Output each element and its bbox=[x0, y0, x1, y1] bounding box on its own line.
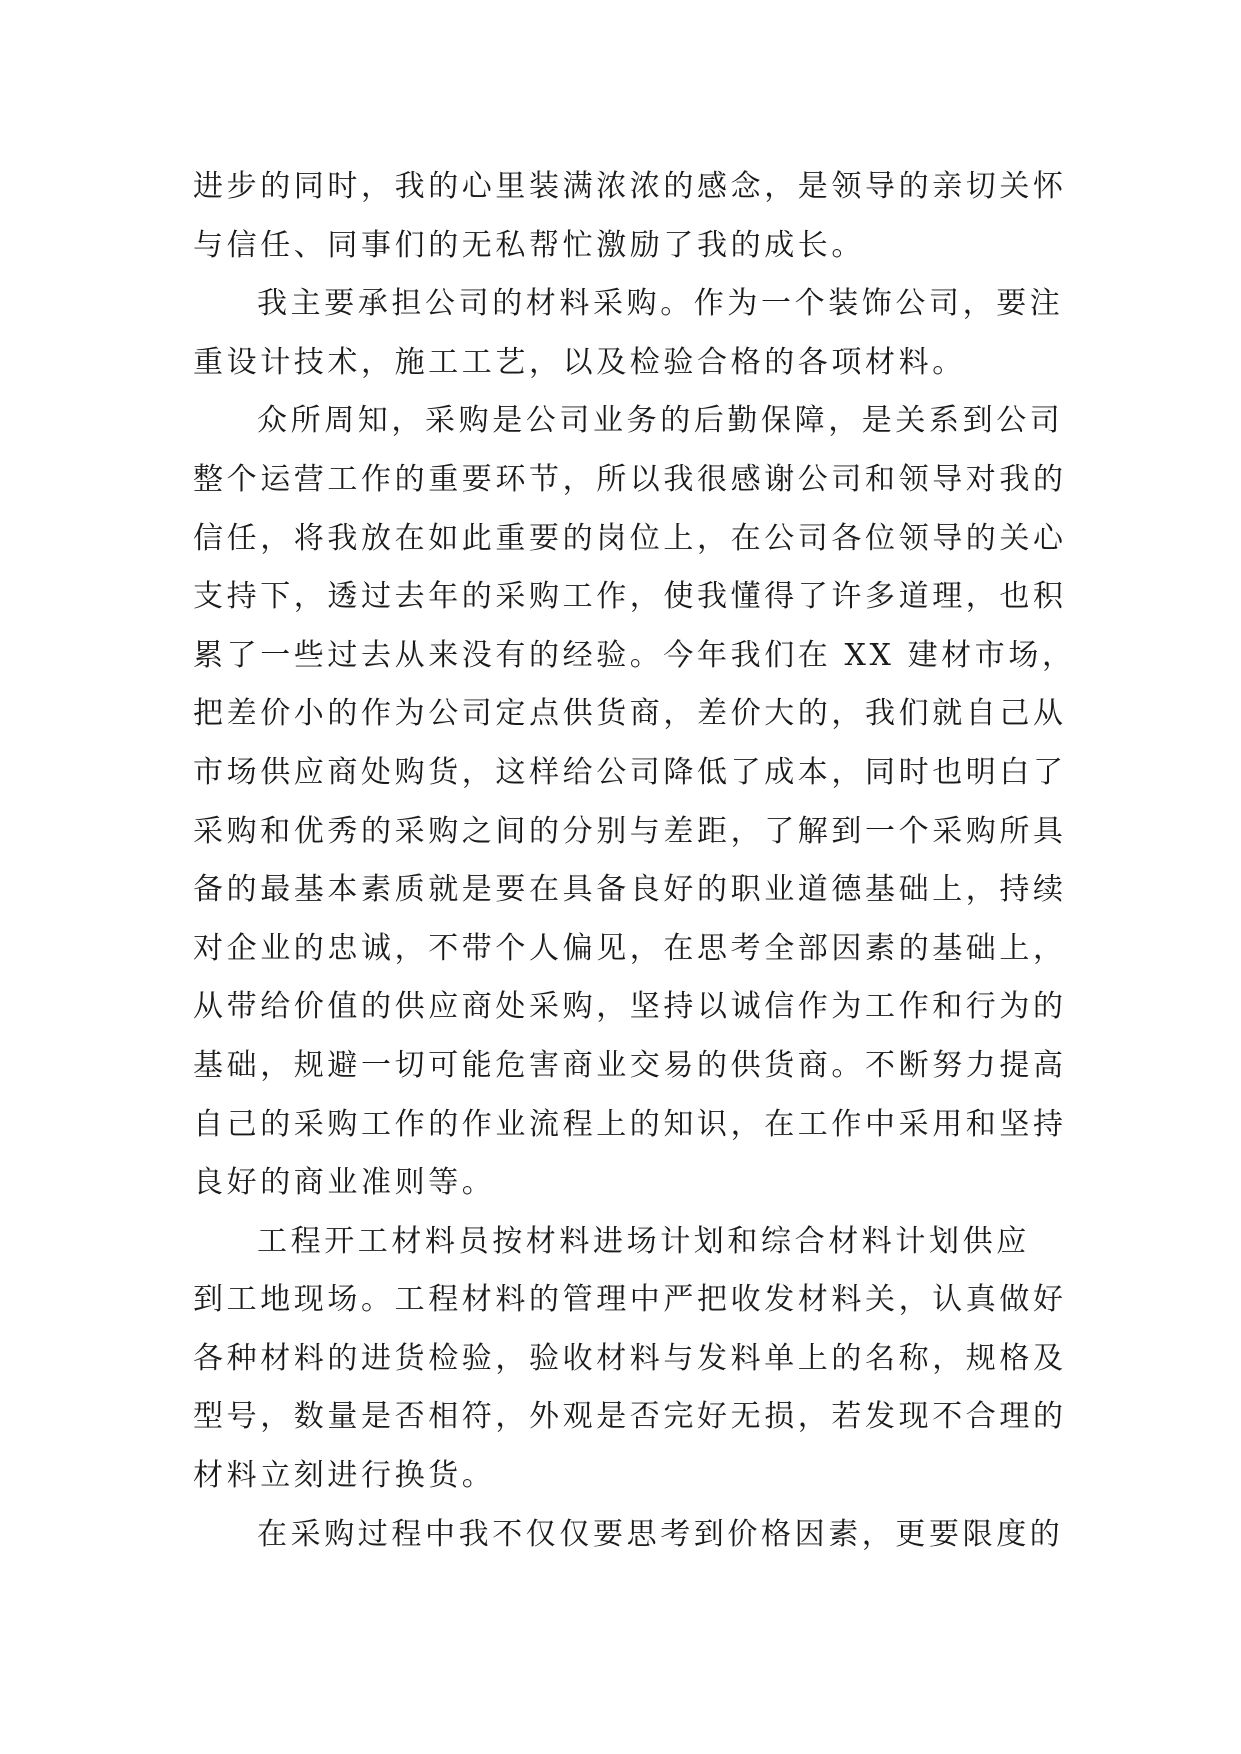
text-line: 我主要承担公司的材料采购。作为一个装饰公司，要注 bbox=[257, 286, 1064, 322]
text-line: 支持下，透过去年的采购工作，使我懂得了许多道理，也积 bbox=[193, 579, 1067, 615]
text-line: 众所周知，采购是公司业务的后勤保障，是关系到公司 bbox=[257, 403, 1064, 439]
text-line: 整个运营工作的重要环节，所以我很感谢公司和领导对我的 bbox=[193, 461, 1067, 497]
text-line: 进步的同时，我的心里装满浓浓的感念，是领导的亲切关怀 bbox=[193, 169, 1067, 204]
text-line: 从带给价值的供应商处采购，坚持以诚信作为工作和行为的 bbox=[193, 989, 1067, 1025]
text-line: 重设计技术，施工工艺，以及检验合格的各项材料。 bbox=[193, 344, 966, 380]
document-body bbox=[193, 158, 1076, 1564]
text-line: 信任，将我放在如此重要的岗位上，在公司各位领导的关心 bbox=[193, 520, 1067, 556]
text-line: 各种材料的进货检验，验收材料与发料单上的名称，规格及 bbox=[193, 1340, 1067, 1376]
text-line: 到工地现场。工程材料的管理中严把收发材料关，认真做好 bbox=[193, 1282, 1067, 1318]
text-line: 在采购过程中我不仅仅要思考到价格因素，更要限度的 bbox=[257, 1516, 1064, 1552]
text-line: 市场供应商处购货，这样给公司降低了成本，同时也明白了 bbox=[193, 754, 1067, 790]
text-line: 对企业的忠诚，不带个人偏见，在思考全部因素的基础上， bbox=[193, 930, 1067, 966]
text-line: 材料立刻进行换货。 bbox=[193, 1458, 496, 1494]
text-line: 累了一些过去从来没有的经验。今年我们在 XX 建材市场， bbox=[193, 637, 1076, 673]
text-line: 工程开工材料员按材料进场计划和综合材料计划供应 bbox=[257, 1223, 1030, 1259]
text-line: 采购和优秀的采购之间的分别与差距，了解到一个采购所具 bbox=[193, 813, 1067, 849]
text-line: 自己的采购工作的作业流程上的知识，在工作中采用和坚持 bbox=[193, 1106, 1067, 1142]
text-line: 把差价小的作为公司定点供货商，差价大的，我们就自己从 bbox=[193, 696, 1067, 732]
text-line: 基础，规避一切可能危害商业交易的供货商。不断努力提高 bbox=[193, 1047, 1067, 1083]
text-line: 备的最基本素质就是要在具备良好的职业道德基础上，持续 bbox=[193, 872, 1067, 908]
text-line: 与信任、同事们的无私帮忙激励了我的成长。 bbox=[193, 227, 865, 263]
text-line: 良好的商业准则等。 bbox=[193, 1165, 496, 1201]
text-line: 型号，数量是否相符，外观是否完好无损，若发现不合理的 bbox=[193, 1399, 1067, 1435]
